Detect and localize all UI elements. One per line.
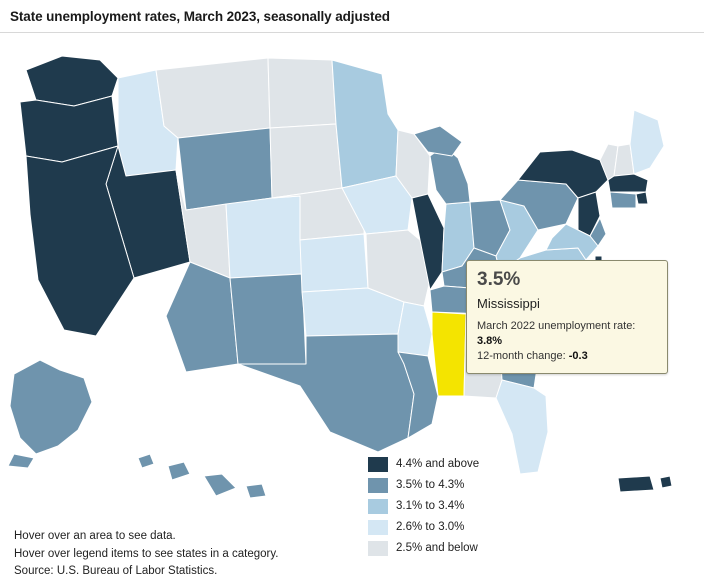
- source-note: Source: U.S. Bureau of Labor Statistics.: [14, 565, 218, 577]
- hover-hint-area: Hover over an area to see data.: [14, 530, 176, 542]
- state-maine[interactable]: [630, 110, 664, 174]
- state-south-dakota[interactable]: [270, 124, 342, 198]
- tooltip-change-label: 12-month change:: [477, 350, 566, 362]
- tooltip-prior-year-value: 3.8%: [477, 335, 503, 347]
- legend-label-0: 4.4% and above: [396, 458, 480, 470]
- state-minnesota[interactable]: [332, 60, 398, 188]
- state-massachusetts[interactable]: [608, 174, 648, 192]
- state-mississippi[interactable]: [432, 312, 466, 396]
- state-rhode-island[interactable]: [636, 192, 648, 204]
- state-north-dakota[interactable]: [268, 58, 336, 128]
- state-hawaii-1[interactable]: [138, 454, 154, 468]
- state-hawaii-3[interactable]: [204, 474, 236, 496]
- page-title: State unemployment rates, March 2023, seasonally adjusted: [10, 9, 390, 24]
- hover-hint-legend: Hover over legend items to see states in a category.: [14, 547, 279, 560]
- state-arizona[interactable]: [166, 262, 238, 372]
- legend-swatch-1: [368, 478, 388, 493]
- legend-item-1[interactable]: [368, 476, 548, 495]
- state-colorado[interactable]: [226, 196, 302, 278]
- tooltip-state-name: Mississippi: [477, 296, 540, 311]
- tooltip-change-value: -0.3: [568, 350, 588, 362]
- state-alaska-aleutians[interactable]: [8, 454, 34, 468]
- state-hawaii-2[interactable]: [168, 462, 190, 480]
- legend-item-0[interactable]: [368, 455, 548, 474]
- state-puerto-rico-vi[interactable]: [660, 476, 672, 488]
- state-connecticut[interactable]: [610, 192, 636, 208]
- state-hawaii-4[interactable]: [246, 484, 266, 498]
- state-arkansas[interactable]: [398, 302, 432, 356]
- tooltip-prior-year-row: [477, 319, 657, 349]
- legend-label-4: 2.5% and below: [396, 542, 478, 554]
- title-divider: [0, 32, 704, 33]
- legend-swatch-0: [368, 457, 388, 472]
- tooltip-rate: 3.5%: [477, 269, 521, 290]
- legend-item-2[interactable]: [368, 497, 548, 516]
- state-new-mexico[interactable]: [230, 274, 306, 364]
- state-puerto-rico[interactable]: [618, 476, 654, 492]
- state-wyoming[interactable]: [178, 128, 272, 210]
- state-alaska[interactable]: [10, 360, 92, 454]
- legend-swatch-2: [368, 499, 388, 514]
- state-kansas[interactable]: [300, 234, 368, 292]
- map-tooltip: [466, 260, 668, 374]
- legend-label-1: 3.5% to 4.3%: [396, 479, 465, 491]
- legend-label-3: 2.6% to 3.0%: [396, 521, 465, 533]
- state-montana[interactable]: [156, 58, 270, 138]
- legend-label-2: 3.1% to 3.4%: [396, 500, 465, 512]
- tooltip-prior-year-label: March 2022 unemployment rate:: [477, 320, 636, 332]
- footer-notes: [14, 528, 434, 581]
- tooltip-change-row: [477, 349, 657, 364]
